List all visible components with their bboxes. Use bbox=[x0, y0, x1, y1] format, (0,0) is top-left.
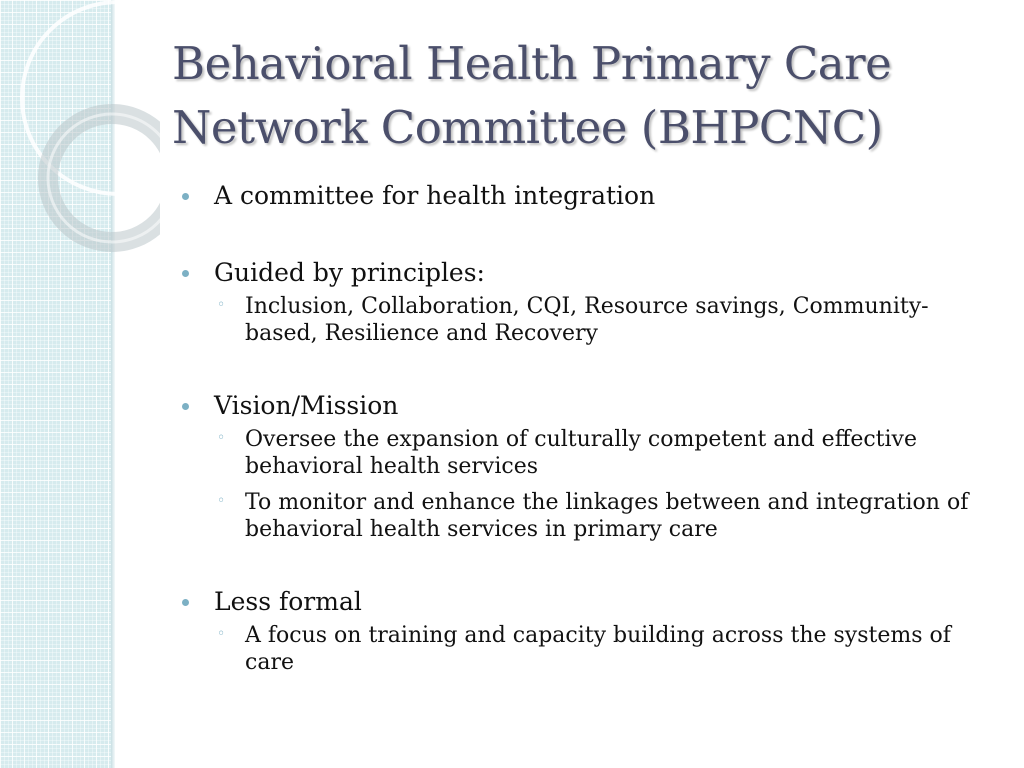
hollow-circle-bullet-icon: ◦ bbox=[217, 626, 226, 642]
sub-list-item-text: A focus on training and capacity building across the systems of care bbox=[245, 623, 951, 675]
sub-list bbox=[214, 426, 982, 543]
sub-list-item-text: To monitor and enhance the linkages between and integration of behavioral health services in primary care bbox=[245, 490, 969, 542]
sub-list-item bbox=[214, 489, 982, 543]
slide-title-line-2: Network Committee (BHPCNC) bbox=[172, 101, 883, 154]
list-item-principles bbox=[182, 255, 982, 347]
sub-list-item-text: Oversee the expansion of culturally competent and effective behavioral health services bbox=[245, 427, 917, 479]
list-item-label: A committee for health integration bbox=[214, 181, 656, 210]
decorative-rings-graphic bbox=[0, 0, 160, 260]
sub-list-item bbox=[214, 293, 982, 347]
list-item-less-formal bbox=[182, 584, 982, 676]
slide-title bbox=[172, 32, 992, 160]
bullet-dot-icon bbox=[182, 403, 189, 410]
hollow-circle-bullet-icon: ◦ bbox=[217, 493, 226, 509]
slide-title-line-1: Behavioral Health Primary Care bbox=[172, 37, 892, 90]
hollow-circle-bullet-icon: ◦ bbox=[217, 297, 226, 313]
sub-list-item-text: Inclusion, Collaboration, CQI, Resource savings, Community-based, Resilience and Recovery bbox=[245, 294, 929, 346]
sub-list-item bbox=[214, 426, 982, 480]
list-item-label: Less formal bbox=[214, 587, 362, 616]
list-item-label: Guided by principles: bbox=[214, 258, 485, 287]
list-item-vision-mission bbox=[182, 388, 982, 543]
sub-list bbox=[214, 293, 982, 347]
list-item-committee bbox=[182, 178, 982, 214]
bullet-dot-icon bbox=[182, 270, 189, 277]
list-item-label: Vision/Mission bbox=[214, 391, 399, 420]
sub-list bbox=[214, 622, 982, 676]
bullet-list bbox=[182, 178, 982, 676]
sub-list-item bbox=[214, 622, 982, 676]
bullet-dot-icon bbox=[182, 599, 189, 606]
hollow-circle-bullet-icon: ◦ bbox=[217, 430, 226, 446]
bullet-dot-icon bbox=[182, 193, 189, 200]
